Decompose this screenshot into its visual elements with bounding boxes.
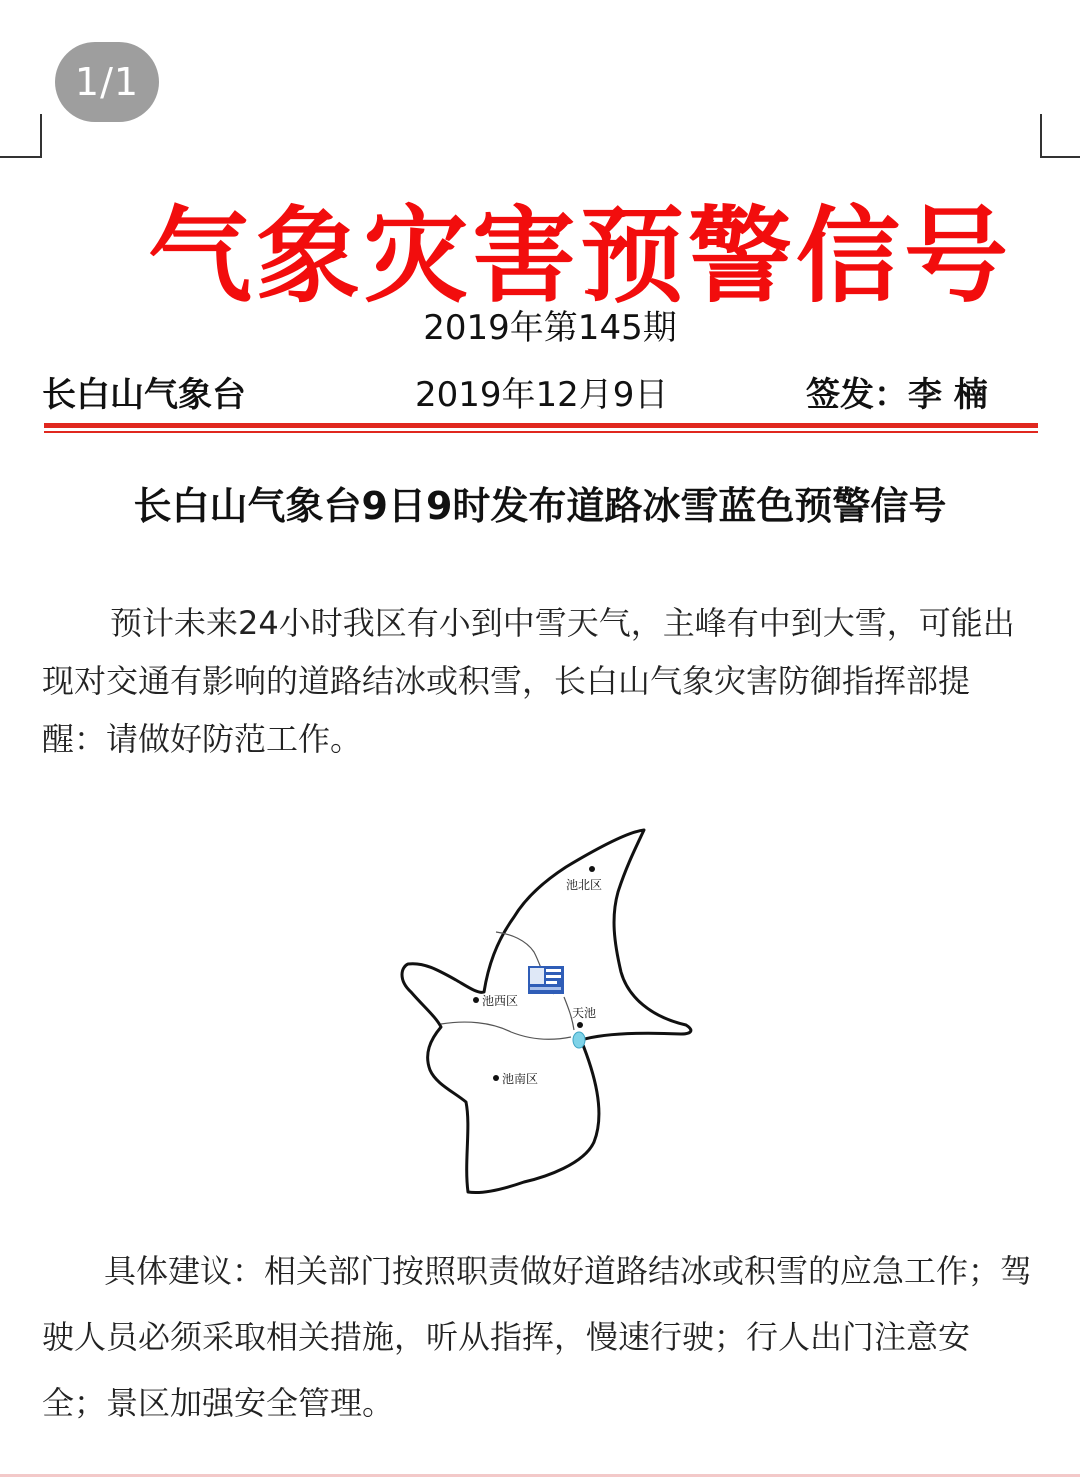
crop-mark-left	[0, 114, 42, 158]
chixi-marker	[473, 997, 479, 1003]
tianchi-marker	[577, 1022, 583, 1028]
issue-date: 2019年12月9日	[415, 375, 669, 415]
chibei-label: 池北区	[566, 878, 603, 892]
chixi-label: 池西区	[482, 994, 519, 1008]
region-outline	[402, 830, 691, 1193]
issuing-organization: 长白山气象台	[42, 375, 246, 415]
chinan-label: 池南区	[502, 1072, 539, 1086]
region-map	[396, 822, 706, 1202]
tianchi-lake	[573, 1032, 585, 1048]
header-rule-thin	[44, 431, 1038, 433]
crop-mark-right	[1040, 114, 1080, 158]
issue-number: 2019年第145期	[423, 308, 677, 348]
chinan-marker	[493, 1075, 499, 1081]
bottom-rule	[0, 1474, 1080, 1477]
tianchi-label: 天池	[572, 1006, 597, 1020]
forecast-paragraph: 预计未来24小时我区有小到中雪天气，主峰有中到大雪，可能出现对交通有影响的道路结冰或积雪，长白山气象灾害防御指挥部提醒：请做好防范工作。	[42, 604, 1015, 758]
signer: 签发：李 楠	[806, 375, 988, 415]
chibei-marker	[589, 866, 595, 872]
header-rule-thick	[44, 423, 1038, 428]
advice-paragraph: 具体建议：相关部门按照职责做好道路结冰或积雪的应急工作；驾驶人员必须采取相关措施，听从指挥，慢速行驶；行人出门注意安全；景区加强安全管理。	[42, 1252, 1033, 1422]
warning-headline: 长白山气象台9日9时发布道路冰雪蓝色预警信号	[133, 484, 947, 528]
page-indicator: 1/1	[55, 42, 159, 122]
road-ice-warning-icon	[528, 966, 564, 994]
document-title: 气象灾害预警信号	[147, 195, 1012, 317]
